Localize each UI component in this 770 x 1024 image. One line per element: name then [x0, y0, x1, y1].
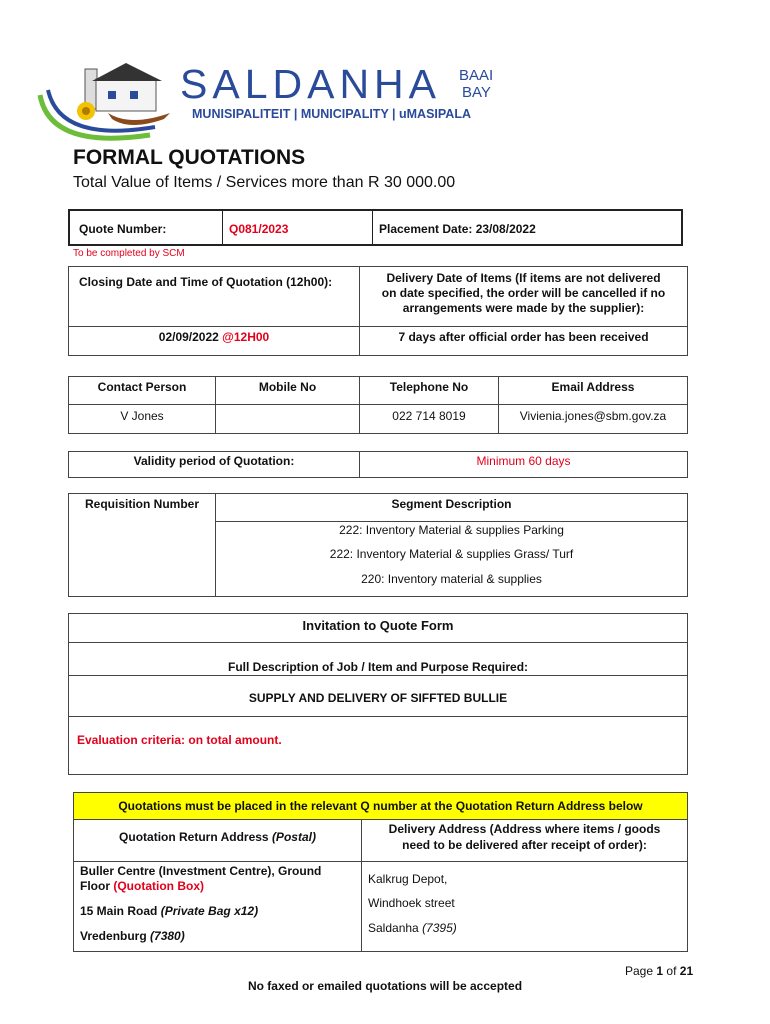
postal-line-3	[80, 904, 258, 918]
return-banner-text: Quotations must be placed in the relevant Q number at the Quotation Return Address below	[118, 799, 643, 813]
footer-note: No faxed or emailed quotations will be accepted	[247, 979, 523, 993]
postal-line-4-text: Vredenburg	[80, 929, 147, 943]
delivery-date-label-2: on date specified, the order will be cancelled if no	[381, 286, 666, 300]
logo-tagline: MUNISIPALITEIT | MUNICIPALITY | uMASIPALA	[192, 107, 471, 121]
quote-number-box	[68, 209, 683, 246]
delivery-line-3-text: Saldanha	[368, 921, 419, 935]
contact-person-value: V Jones	[120, 409, 164, 423]
placement-date: Placement Date: 23/08/2022	[379, 222, 536, 236]
logo-bay: BAY	[462, 84, 491, 101]
page-label: Page	[625, 964, 654, 978]
postal-label-italic: (Postal)	[271, 830, 316, 844]
quote-number-value: Q081/2023	[229, 222, 289, 236]
logo-emblem-icon	[30, 55, 200, 150]
contact-table	[68, 376, 688, 434]
contact-person-header: Contact Person	[97, 380, 187, 394]
closing-date-label: Closing Date and Time of Quotation (12h00):	[79, 275, 333, 289]
validity-value: Minimum 60 days	[476, 454, 571, 468]
page-total: 21	[679, 964, 694, 978]
postal-line-3-bag: (Private Bag x12)	[160, 904, 259, 918]
closing-time: @12H00	[222, 330, 270, 344]
invitation-title: Invitation to Quote Form	[302, 618, 454, 633]
postal-line-1: Buller Centre (Investment Centre), Ground	[80, 864, 322, 878]
postal-line-4-code: (7380)	[150, 929, 185, 943]
requisition-number-label: Requisition Number	[84, 497, 199, 511]
postal-line-2-box: (Quotation Box)	[113, 879, 204, 893]
telephone-no-value: 022 714 8019	[392, 409, 466, 423]
closing-date-value	[69, 330, 359, 344]
delivery-line-3	[368, 921, 457, 935]
quote-number-label: Quote Number:	[79, 222, 167, 236]
postal-line-2	[80, 879, 204, 893]
municipality-logo	[30, 55, 510, 150]
scm-note: To be completed by SCM	[73, 248, 185, 259]
email-address-value: Vivienia.jones@sbm.gov.za	[519, 409, 667, 423]
invitation-table	[68, 613, 688, 775]
page-of: of	[666, 964, 677, 978]
segment-description-label: Segment Description	[391, 497, 512, 511]
evaluation-criteria: Evaluation criteria: on total amount.	[77, 733, 282, 747]
dates-table	[68, 266, 688, 356]
requisition-table	[68, 493, 688, 597]
page-title: FORMAL QUOTATIONS	[73, 146, 306, 169]
return-address-table	[73, 819, 688, 952]
postal-line-3-text: 15 Main Road	[80, 904, 158, 918]
delivery-address-label-2: need to be delivered after receipt of order):	[402, 838, 647, 852]
telephone-no-header: Telephone No	[389, 380, 469, 394]
postal-address-label	[74, 830, 361, 844]
delivery-line-3-code: (7395)	[422, 921, 457, 935]
delivery-line-2: Windhoek street	[368, 896, 455, 910]
page-number	[625, 964, 693, 978]
logo-name: SALDANHA	[180, 61, 442, 107]
delivery-date-label-3: arrangements were made by the supplier):	[402, 301, 645, 315]
validity-label: Validity period of Quotation:	[133, 454, 295, 468]
mobile-no-header: Mobile No	[258, 380, 317, 394]
postal-line-4	[80, 929, 185, 943]
delivery-line-1: Kalkrug Depot,	[368, 872, 448, 886]
logo-baai: BAAI	[459, 67, 494, 84]
closing-date: 02/09/2022	[158, 330, 219, 344]
email-address-header: Email Address	[551, 380, 635, 394]
delivery-date-value: 7 days after official order has been received	[398, 330, 649, 344]
return-address-banner	[73, 792, 688, 820]
postal-line-2-text: Floor	[80, 879, 110, 893]
segment-item: 222: Inventory Material & supplies Grass/ Turf	[329, 547, 574, 561]
description-value: SUPPLY AND DELIVERY OF SIFFTED BULLIE	[248, 691, 508, 705]
segment-item: 222: Inventory Material & supplies Parking	[339, 523, 564, 537]
delivery-date-label-1: Delivery Date of Items (If items are not delivered	[386, 271, 661, 285]
postal-label-text: Quotation Return Address	[119, 830, 269, 844]
page-current: 1	[656, 964, 664, 978]
page-subtitle: Total Value of Items / Services more than R 30 000.00	[73, 174, 456, 191]
delivery-address-label-1: Delivery Address (Address where items / goods	[388, 822, 661, 836]
description-label: Full Description of Job / Item and Purpose Required:	[227, 660, 529, 674]
segment-item: 220: Inventory material & supplies	[361, 572, 542, 586]
validity-table	[68, 451, 688, 478]
